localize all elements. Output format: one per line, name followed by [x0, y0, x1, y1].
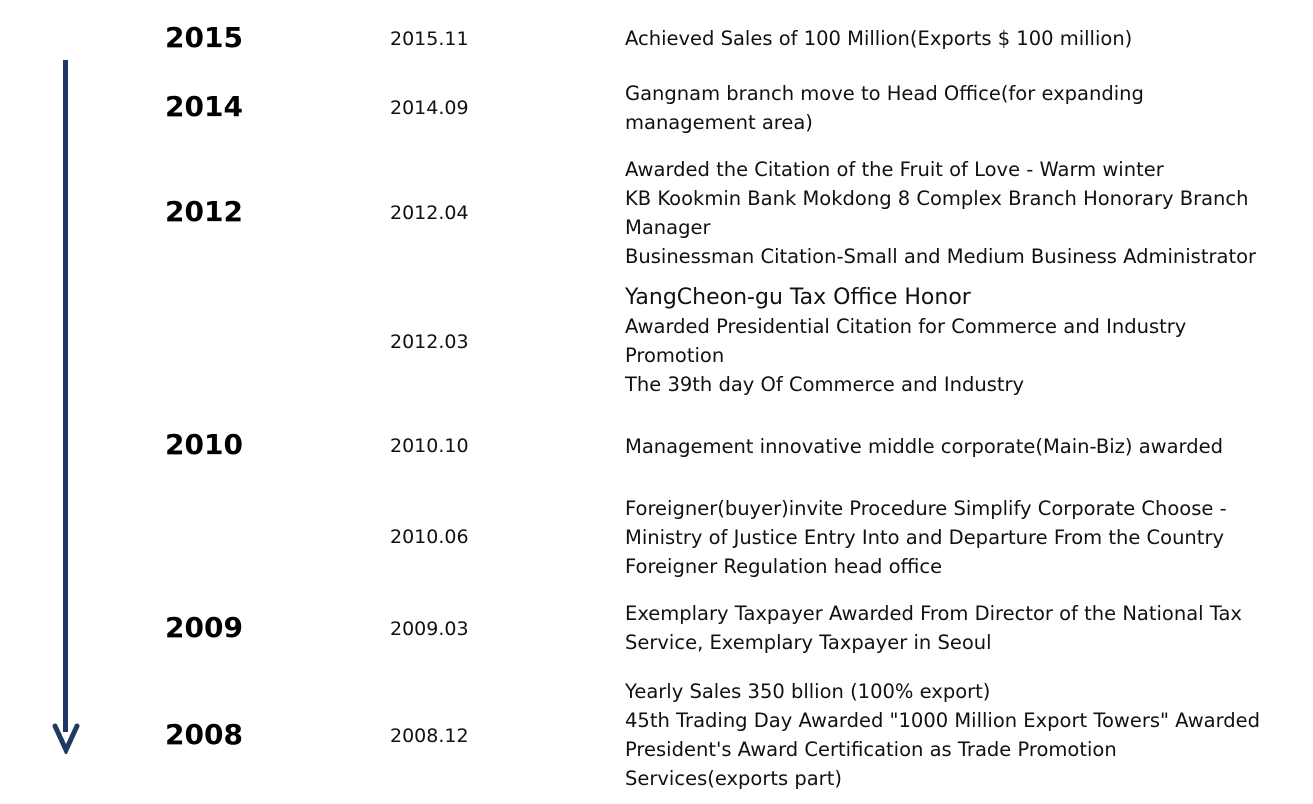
event-line: Ministry of Justice Entry Into and Departure From the Country — [625, 526, 1224, 549]
event-line: Foreigner Regulation head office — [625, 555, 943, 578]
event-line: Gangnam branch move to Head Office(for expanding — [625, 82, 1144, 105]
event-date: 2012.03 — [390, 331, 469, 353]
event-line: Management innovative middle corporate(Main-Biz) awarded — [625, 435, 1223, 458]
event-line: President's Award Certification as Trade Promotion — [625, 738, 1117, 761]
event-line: 45th Trading Day Awarded "1000 Million Export Towers" Awarded — [625, 709, 1261, 732]
arrow-down-icon — [52, 722, 80, 754]
event-description — [625, 599, 1285, 657]
event-date: 2008.12 — [390, 725, 469, 747]
event-line: Awarded the Citation of the Fruit of Love - Warm winter — [625, 158, 1164, 181]
timeline-arrow-line — [63, 60, 68, 732]
year-label: 2012 — [165, 195, 243, 228]
year-label: 2014 — [165, 90, 243, 123]
event-description — [625, 79, 1285, 137]
event-description — [625, 677, 1285, 793]
event-line: Exemplary Taxpayer Awarded From Director of the National Tax — [625, 602, 1242, 625]
year-label: 2008 — [165, 718, 243, 751]
year-label: 2015 — [165, 21, 243, 54]
event-line: YangCheon-gu Tax Office Honor — [625, 285, 971, 310]
event-description — [625, 432, 1285, 461]
event-line: Businessman Citation-Small and Medium Business Administrator — [625, 245, 1257, 268]
event-line: Achieved Sales of 100 Million(Exports $ 100 million) — [625, 27, 1133, 50]
event-line: Service, Exemplary Taxpayer in Seoul — [625, 631, 992, 654]
event-line: management area) — [625, 111, 813, 134]
event-line: Awarded Presidential Citation for Commerce and Industry — [625, 315, 1187, 338]
event-description — [625, 24, 1285, 53]
event-date: 2015.11 — [390, 28, 469, 50]
event-line: Services(exports part) — [625, 767, 842, 790]
event-line: Yearly Sales 350 bllion (100% export) — [625, 680, 991, 703]
event-date: 2010.06 — [390, 526, 469, 548]
event-description — [625, 283, 1285, 399]
event-line: Promotion — [625, 344, 725, 367]
event-date: 2010.10 — [390, 435, 469, 457]
year-label: 2010 — [165, 428, 243, 461]
event-date: 2009.03 — [390, 618, 469, 640]
event-description — [625, 155, 1285, 271]
event-line: The 39th day Of Commerce and Industry — [625, 373, 1025, 396]
year-label: 2009 — [165, 611, 243, 644]
event-line: KB Kookmin Bank Mokdong 8 Complex Branch Honorary Branch — [625, 187, 1249, 210]
event-description — [625, 494, 1285, 581]
event-date: 2012.04 — [390, 202, 469, 224]
event-line: Foreigner(buyer)invite Procedure Simplify Corporate Choose - — [625, 497, 1227, 520]
event-date: 2014.09 — [390, 97, 469, 119]
event-line: Manager — [625, 216, 711, 239]
